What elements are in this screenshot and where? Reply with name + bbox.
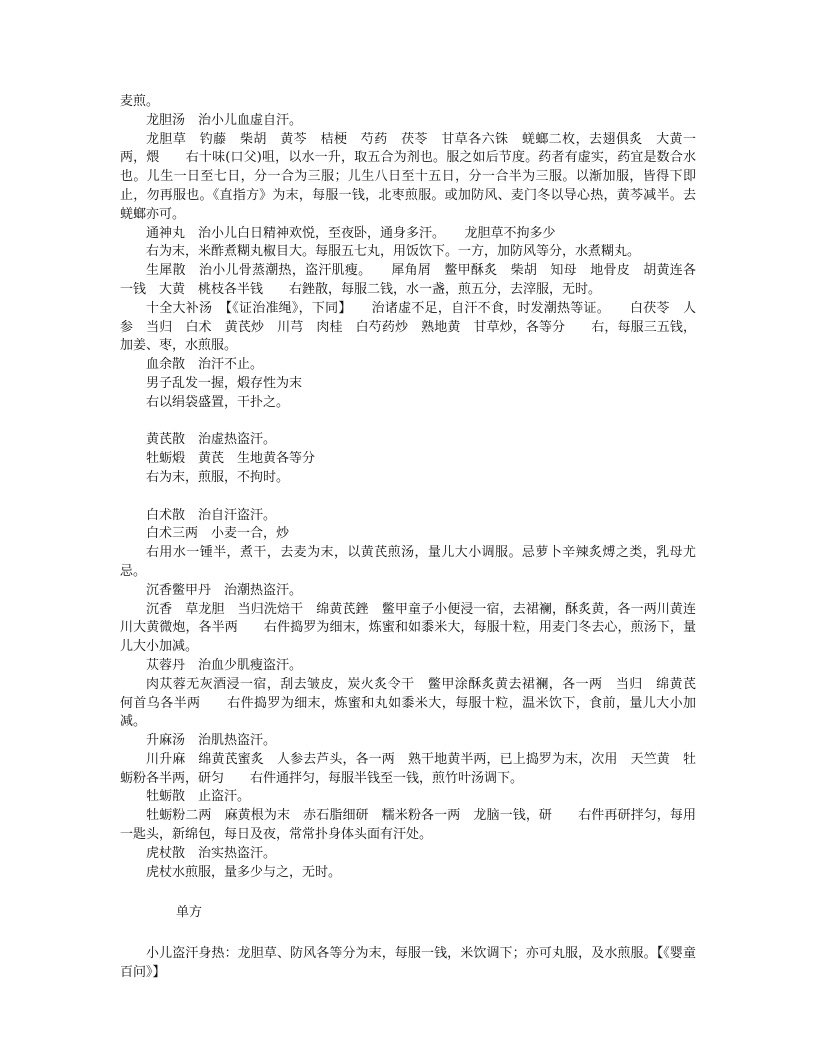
paragraph: 升麻汤 治肌热盗汗。	[146, 733, 277, 749]
paragraph: 麦煎。	[120, 94, 160, 109]
paragraph: 肉苁蓉无灰酒浸一宿，刮去皱皮，炭火炙令干 鳖甲涂酥炙黄去裙襕，各一两 当归 绵黄芪 何首乌各半两 右件捣罗为细末，炼蜜和丸如黍米大，每服十粒，温米饮下，食前，量儿大小加减。	[120, 676, 710, 730]
document-page	[120, 93, 710, 983]
paragraph: 右为末，米酢煮糊丸椒目大。每服五七丸，用饭饮下。一方，加防风等分，水煮糊丸。	[146, 244, 641, 260]
paragraph: 虎杖散 治实热盗汗。	[146, 845, 277, 861]
paragraph: 生犀散 治小儿骨蒸潮热，盗汗肌瘦。 犀角屑 鳖甲酥炙 柴胡 知母 地骨皮 胡黄连各一钱 大黄 桃枝各半钱 右銼散，每服二钱，水一盏，煎五分，去滓服，无时。	[120, 263, 696, 297]
paragraph: 龙胆草 钓藤 柴胡 黄芩 桔梗 芍药 茯苓 甘草各六铢 蜣螂二枚，去翅俱炙 大黄一两，煨 右十味(口父)咀，以水一升，取五合为剂也。服之如后节度。药者有虚实，药宜是数合水也。儿生一日至七日，分一合为三服；儿生八日至十五日，分一合半为三服。以渐加服，皆得下即止，勿再服也。《直指方》为末，每服一钱，北枣煎服。或加防风、麦门冬以导心热，黄芩减半。去蜣螂亦可。	[120, 131, 696, 222]
paragraph: 沉香鳖甲丹 治潮热盗汗。	[146, 582, 303, 598]
paragraph: 沉香 草龙胆 当归洗焙干 绵黄芪銼 鳖甲童子小便浸一宿，去裙襕，酥炙黄，各一两川黄连 川大黄微炮，各半两 右件捣罗为细末，炼蜜和如黍米大，每服十粒，用麦门冬去心，煎汤下，量儿大小加减。	[120, 601, 710, 655]
paragraph: 右为末，煎服，不拘时。	[146, 469, 290, 485]
paragraph: 苁蓉丹 治血少肌瘦盗汗。	[146, 657, 303, 673]
paragraph: 白术三两 小麦一合，炒	[146, 526, 290, 542]
paragraph: 川升麻 绵黄芪蜜炙 人参去芦头，各一两 熟干地黄半两，已上捣罗为末，次用 天竺黄 牡蛎粉各半两，研匀 右件通拌匀，每服半钱至一钱，煎竹叶汤调下。	[120, 751, 696, 786]
paragraph: 右用水一锺半，煮干，去麦为末，以黄芪煎汤，量儿大小调服。忌萝卜辛辣炙煿之类，乳母尤忌。	[120, 545, 696, 579]
paragraph: 十全大补汤 【《证治准绳》，下同】 治诸虚不足，自汗不食，时发潮热等证。 白茯苓 人参 当归 白术 黄芪炒 川芎 肉桂 白芍药炒 熟地黄 甘草炒，各等分 右，每服三五钱，加姜、枣，水煎服。	[120, 300, 696, 354]
section-heading: 单方	[176, 905, 203, 921]
paragraph: 白术散 治自汗盗汗。	[146, 507, 277, 523]
closing-paragraph: 小儿盗汗身热：龙胆草、防风各等分为末，每服一钱，米饮调下；亦可丸服，及水煎服。【《婴童百问》】	[120, 946, 696, 981]
paragraph: 黄芪散 治虚热盗汗。	[146, 432, 277, 448]
paragraph: 龙胆汤 治小儿血虚自汗。	[146, 112, 303, 128]
document-body	[120, 93, 710, 882]
paragraph: 通神丸 治小儿白日精神欢悦，至夜卧，通身多汗。 龙胆草不拘多少	[146, 225, 556, 241]
paragraph: 虎杖水煎服，量多少与之，无时。	[146, 864, 342, 880]
paragraph: 男子乱发一握，煅存性为末	[146, 375, 303, 391]
paragraph: 血余散 治汗不止。	[146, 357, 264, 373]
paragraph: 右以绢袋盛置，干扑之。	[146, 394, 290, 410]
paragraph: 牡蛎散 止盗汗。	[146, 789, 251, 805]
paragraph: 牡蛎煅 黄芪 生地黄各等分	[146, 451, 316, 467]
paragraph: 牡蛎粉二两 麻黄根为末 赤石脂细研 糯米粉各一两 龙脑一钱，研 右件再研拌匀，每用一匙头，新绵包，每日及夜，常常扑身体头面有汗处。	[120, 808, 696, 843]
